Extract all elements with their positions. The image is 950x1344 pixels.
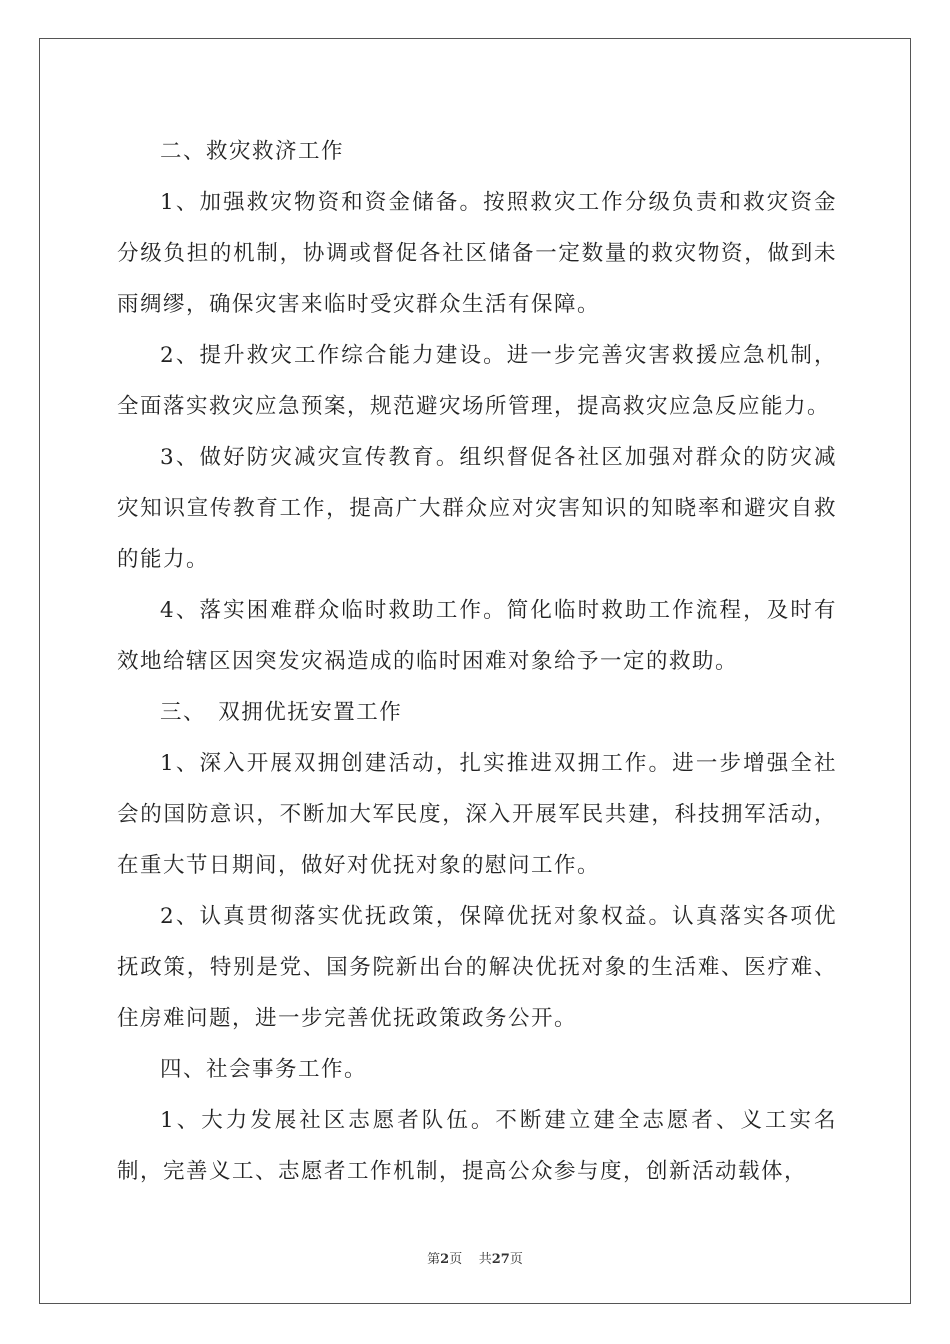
footer-page-suffix: 页 [449,1252,463,1267]
paragraph: 1、大力发展社区志愿者队伍。不断建立建全志愿者、义工实名制，完善义工、志愿者工作机制，提高公众参与度，创新活动载体， [117,1108,837,1184]
footer-total-prefix: 共 [478,1252,492,1267]
paragraph: 3、做好防灾减灾宣传教育。组织督促各社区加强对群众的防灾减灾知识宣传教育工作，提高广大群众应对灾害知识的知晓率和避灾自救的能力。 [117,445,837,572]
section-heading: 三、 双拥优抚安置工作 [160,700,403,725]
total-page-count: 27 [491,1252,510,1267]
current-page-number: 2 [440,1252,450,1267]
paragraph: 2、认真贯彻落实优抚政策，保障优抚对象权益。认真落实各项优抚政策，特别是党、国务院新出台的解决优抚对象的生活难、医疗难、住房难问题，进一步完善优抚政策政务公开。 [117,904,837,1031]
section-heading: 四、社会事务工作。 [160,1057,368,1082]
section-heading: 二、救灾救济工作 [160,139,345,164]
paragraph: 2、提升救灾工作综合能力建设。进一步完善灾害救援应急机制，全面落实救灾应急预案，规范避灾场所管理，提高救灾应急反应能力。 [117,343,837,419]
paragraph: 1、加强救灾物资和资金储备。按照救灾工作分级负责和救灾资金分级负担的机制，协调或督促各社区储备一定数量的救灾物资，做到未雨绸缪，确保灾害来临时受灾群众生活有保障。 [117,190,837,317]
paragraph: 4、落实困难群众临时救助工作。简化临时救助工作流程，及时有效地给辖区因突发灾祸造成的临时困难对象给予一定的救助。 [117,598,837,674]
footer-total-suffix: 页 [509,1252,523,1267]
document-body [117,126,837,1197]
paragraph: 1、深入开展双拥创建活动，扎实推进双拥工作。进一步增强全社会的国防意识，不断加大军民度，深入开展军民共建，科技拥军活动，在重大节日期间，做好对优抚对象的慰问工作。 [117,751,837,878]
page-footer [0,1248,950,1267]
footer-prefix: 第 [427,1252,441,1267]
